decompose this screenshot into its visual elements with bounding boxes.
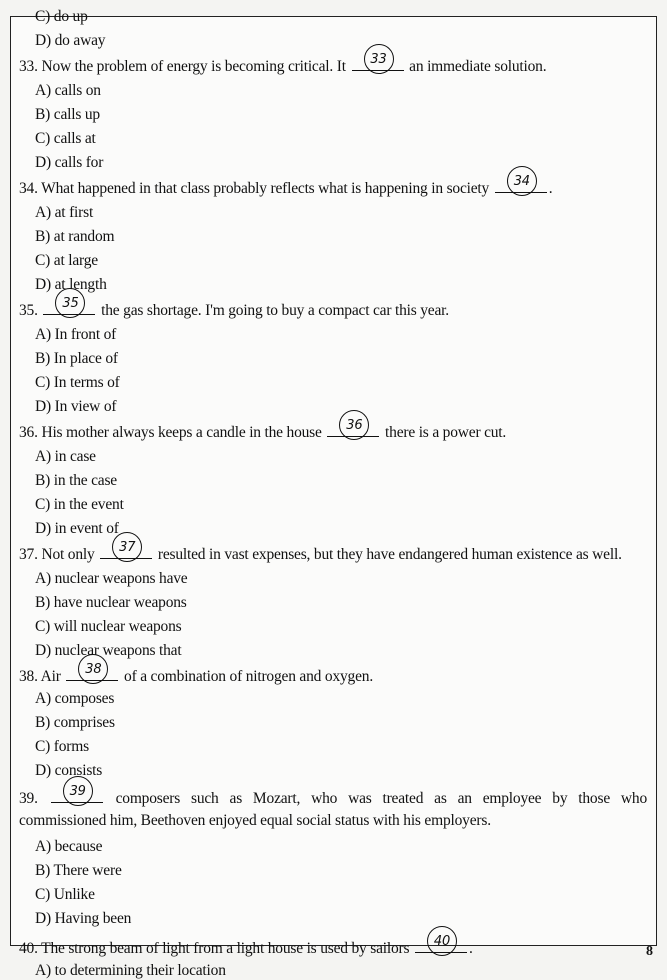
answer-option: B) calls up — [35, 106, 100, 123]
answer-option: A) nuclear weapons have — [35, 570, 188, 587]
answer-option: A) to determining their location — [35, 962, 226, 979]
answer-option: C) Unlike — [35, 886, 95, 903]
answer-option: B) There were — [35, 862, 122, 879]
question — [19, 933, 473, 958]
handwritten-circled-number: 37 — [112, 532, 142, 562]
answer-option: D) In view of — [35, 398, 117, 415]
page-number: 8 — [646, 944, 653, 959]
question-text: there is a power cut. — [381, 424, 507, 441]
answer-option: B) at random — [35, 228, 115, 245]
answer-blank[interactable] — [43, 295, 95, 315]
answer-option: B) comprises — [35, 714, 115, 731]
handwritten-circled-number: 39 — [63, 776, 93, 806]
answer-option: C) at large — [35, 252, 98, 269]
question — [19, 173, 553, 198]
question-text: commissioned him, Beethoven enjoyed equal social status with his employers. — [19, 812, 491, 829]
answer-option: A) in case — [35, 448, 96, 465]
answer-option: D) at length — [35, 276, 107, 293]
answer-option: D) Having been — [35, 910, 132, 927]
answer-option: D) calls for — [35, 154, 104, 171]
answer-blank[interactable] — [66, 661, 118, 681]
question-text: the gas shortage. I'm going to buy a compact car this year. — [97, 302, 449, 319]
answer-blank[interactable] — [415, 933, 467, 953]
question-text: 35. — [19, 302, 42, 319]
question — [19, 51, 547, 76]
answer-blank[interactable] — [352, 51, 404, 71]
answer-option: B) have nuclear weapons — [35, 594, 187, 611]
question — [19, 295, 449, 320]
question-text: 38. Air — [19, 668, 65, 685]
handwritten-circled-number: 34 — [507, 166, 537, 196]
question — [19, 539, 622, 564]
question-text: resulted in vast expenses, but they have endangered human existence as well. — [154, 546, 622, 563]
answer-option: C) forms — [35, 738, 89, 755]
answer-option: A) calls on — [35, 82, 101, 99]
question-text: of a combination of nitrogen and oxygen. — [120, 668, 373, 685]
question-text: an immediate solution. — [405, 58, 547, 75]
answer-blank[interactable] — [100, 539, 152, 559]
question-text: 40. The strong beam of light from a light house is used by sailors — [19, 940, 413, 957]
answer-option: C) In terms of — [35, 374, 120, 391]
handwritten-circled-number: 40 — [427, 926, 457, 956]
handwritten-circled-number: 35 — [55, 288, 85, 318]
question-text: . — [548, 180, 553, 197]
answer-option: D) do away — [35, 32, 106, 49]
answer-option: B) in the case — [35, 472, 117, 489]
question — [19, 783, 647, 808]
answer-option: C) in the event — [35, 496, 124, 513]
answer-option: C) calls at — [35, 130, 96, 147]
handwritten-circled-number: 36 — [339, 410, 369, 440]
question-text: 36. His mother always keeps a candle in the house — [19, 424, 326, 441]
question-text: composers such as Mozart, who was treated as an employee by those who — [104, 790, 647, 807]
answer-option: A) because — [35, 838, 103, 855]
question-text: 33. Now the problem of energy is becoming critical. It — [19, 58, 350, 75]
question-text: 37. Not only — [19, 546, 99, 563]
question-text: 34. What happened in that class probably reflects what is happening in society — [19, 180, 493, 197]
answer-option: A) at first — [35, 204, 94, 221]
answer-option: C) will nuclear weapons — [35, 618, 182, 635]
answer-option: A) In front of — [35, 326, 117, 343]
question — [19, 417, 507, 442]
answer-option: A) composes — [35, 690, 115, 707]
answer-option: B) In place of — [35, 350, 118, 367]
handwritten-circled-number: 38 — [78, 654, 108, 684]
handwritten-circled-number: 33 — [364, 44, 394, 74]
answer-blank[interactable] — [327, 417, 379, 437]
answer-option: C) do up — [35, 8, 88, 25]
answer-blank[interactable] — [51, 783, 103, 803]
answer-option: D) in event of — [35, 520, 119, 537]
answer-option: D) consists — [35, 762, 103, 779]
answer-blank[interactable] — [495, 173, 547, 193]
question-text: 39. — [19, 790, 49, 807]
question — [19, 661, 373, 686]
answer-option: D) nuclear weapons that — [35, 642, 182, 659]
question-text: . — [469, 940, 473, 957]
